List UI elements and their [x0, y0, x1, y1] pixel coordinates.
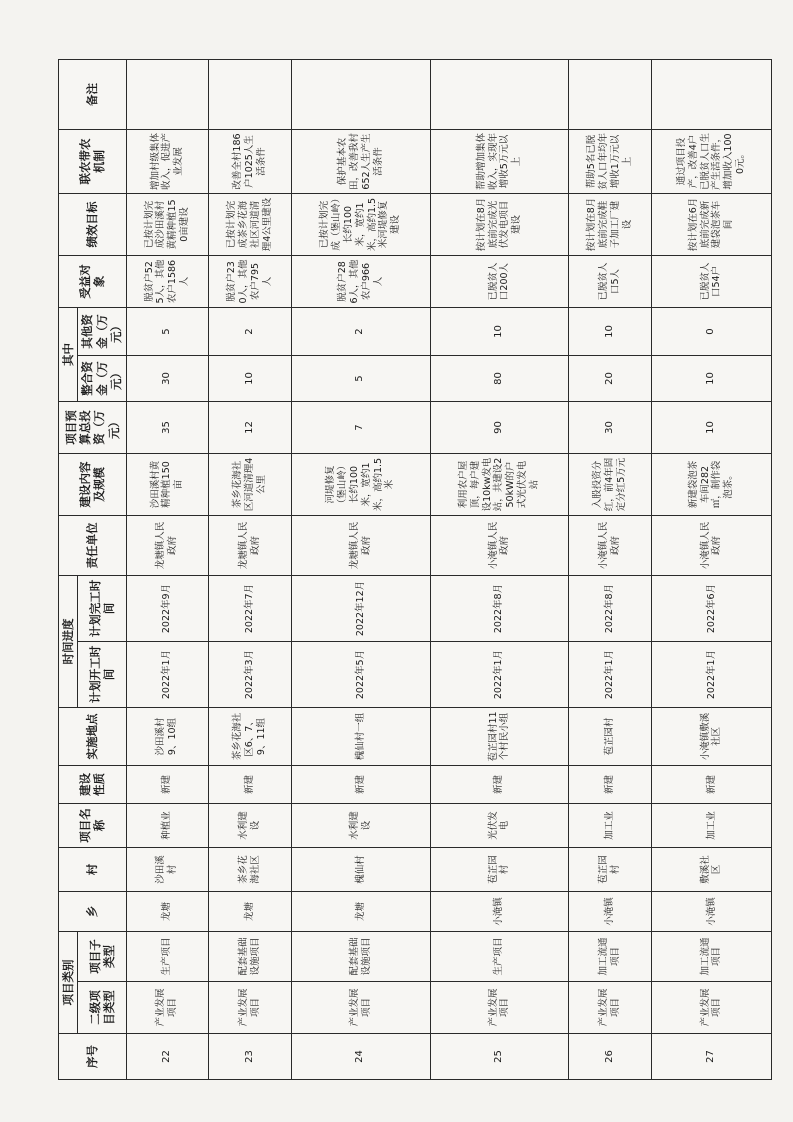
content-cell: 入股投资分红，前4年固定分红5万元	[569, 454, 652, 516]
nature-cell: 新建	[651, 766, 771, 804]
project-name-cell: 种植业	[126, 804, 209, 848]
sub-type-a-cell: 生产项目	[126, 932, 209, 982]
finish-cell: 2022年6月	[651, 576, 771, 642]
target-cell: 已按计划完成茶乡花海社区河道清理4公里建设	[209, 194, 292, 256]
sub-type-a-cell: 配套基础设施项目	[291, 932, 430, 982]
unit-cell: 小淹镇人民政府	[430, 516, 569, 576]
sub-type-a-cell: 加工流通项目	[651, 932, 771, 982]
rotated-table-container	[58, 60, 772, 1080]
header-category: 项目类别	[59, 932, 78, 1034]
sub-type-a-cell: 配套基础设施项目	[209, 932, 292, 982]
table-row	[430, 60, 569, 1080]
header-content: 建设内容及规模	[59, 454, 127, 516]
remark-cell	[651, 60, 771, 130]
budget-cell: 7	[291, 402, 430, 454]
finish-cell: 2022年8月	[569, 576, 652, 642]
seq-cell: 25	[430, 1034, 569, 1080]
location-cell: 茶乡花海社区6、7、9、11组	[209, 708, 292, 766]
header-township: 乡	[59, 892, 127, 932]
project-name-cell: 水利建设	[209, 804, 292, 848]
header-seq: 序号	[59, 1034, 127, 1080]
header-remark: 备注	[59, 60, 127, 130]
location-cell: 沙田溪村9、10组	[126, 708, 209, 766]
content-cell: 利用农户屋顶，每户建设10kw发电站，共建设250kW的户式光伏发电站	[430, 454, 569, 516]
target-cell: 按计划在8月底前完成鞋子加工厂建设	[569, 194, 652, 256]
township-cell: 小淹镇	[569, 892, 652, 932]
integrated-cell: 10	[209, 356, 292, 402]
seq-cell: 22	[126, 1034, 209, 1080]
other-cell: 2	[291, 308, 430, 356]
content-cell: 新建袋泡茶车间282㎡，制作袋泡茶。	[651, 454, 771, 516]
budget-cell: 30	[569, 402, 652, 454]
target-cell: 已按计划完成沙田溪村黄精种植150亩建设	[126, 194, 209, 256]
other-cell: 2	[209, 308, 292, 356]
header-other: 其他资金（万元）	[78, 308, 126, 356]
header-project-name: 项目名称	[59, 804, 127, 848]
location-cell: 槐仙村一组	[291, 708, 430, 766]
remark-cell	[209, 60, 292, 130]
header-unit: 责任单位	[59, 516, 127, 576]
mechanism-cell: 帮助增加集体收入，实现年增收5万元以上	[430, 130, 569, 194]
level2-type-cell: 产业发展项目	[430, 982, 569, 1034]
header-nature: 建设性质	[59, 766, 127, 804]
content-cell: 河堤修复（堡山岭）长约100米，宽约1米，高约1.5米	[291, 454, 430, 516]
remark-cell	[569, 60, 652, 130]
budget-cell: 12	[209, 402, 292, 454]
beneficiary-cell: 已脱贫人口5人	[569, 256, 652, 308]
integrated-cell: 80	[430, 356, 569, 402]
nature-cell: 新建	[209, 766, 292, 804]
finish-cell: 2022年9月	[126, 576, 209, 642]
sub-type-a-cell: 生产项目	[430, 932, 569, 982]
other-cell: 0	[651, 308, 771, 356]
township-cell: 小淹镇	[430, 892, 569, 932]
header-village: 村	[59, 848, 127, 892]
village-cell: 茶乡花海社区	[209, 848, 292, 892]
seq-cell: 23	[209, 1034, 292, 1080]
project-name-cell: 光伏发电	[430, 804, 569, 848]
header-budget: 项目预算总投资（万元）	[59, 402, 127, 454]
table-body	[126, 60, 772, 1080]
integrated-cell: 5	[291, 356, 430, 402]
nature-cell: 新建	[126, 766, 209, 804]
remark-cell	[291, 60, 430, 130]
header-location: 实施地点	[59, 708, 127, 766]
mechanism-cell: 改善全村186户1025人生活条件	[209, 130, 292, 194]
budget-cell: 35	[126, 402, 209, 454]
location-cell: 苞芷园村11个村民小组	[430, 708, 569, 766]
rotated-table-area	[58, 60, 772, 1080]
nature-cell: 新建	[569, 766, 652, 804]
header-beneficiary: 受益对象	[59, 256, 127, 308]
beneficiary-cell: 脱贫户286人，其他农户966人	[291, 256, 430, 308]
start-cell: 2022年3月	[209, 642, 292, 708]
header-integrated: 整合资金（万元）	[78, 356, 126, 402]
header-row-1	[59, 60, 78, 1080]
other-cell: 10	[569, 308, 652, 356]
level2-type-cell: 产业发展项目	[651, 982, 771, 1034]
target-cell: 已按计划完成（堡山岭）长约100米，宽约1米，高约1.5米河堤修复建设	[291, 194, 430, 256]
header-finish: 计划完工时间	[78, 576, 126, 642]
unit-cell: 龙塘镇人民政府	[291, 516, 430, 576]
start-cell: 2022年1月	[651, 642, 771, 708]
table-row	[569, 60, 652, 1080]
integrated-cell: 10	[651, 356, 771, 402]
nature-cell: 新建	[430, 766, 569, 804]
table-row	[651, 60, 771, 1080]
unit-cell: 小淹镇人民政府	[651, 516, 771, 576]
target-cell: 按计划在6月底前完成新建袋泡茶车间	[651, 194, 771, 256]
start-cell: 2022年1月	[569, 642, 652, 708]
mechanism-cell: 帮助5名已脱贫人口年均年增收1万元以上	[569, 130, 652, 194]
budget-cell: 10	[651, 402, 771, 454]
project-name-cell: 加工业	[651, 804, 771, 848]
table-row	[291, 60, 430, 1080]
township-cell: 龙塘	[291, 892, 430, 932]
village-cell: 沙田溪村	[126, 848, 209, 892]
table-row	[209, 60, 292, 1080]
start-cell: 2022年1月	[126, 642, 209, 708]
unit-cell: 龙塘镇人民政府	[126, 516, 209, 576]
beneficiary-cell: 脱贫户525人，其他农户1586人	[126, 256, 209, 308]
mechanism-cell: 保护基本农田，改善我村652人生产生活条件	[291, 130, 430, 194]
sub-type-a-cell: 加工流通项目	[569, 932, 652, 982]
seq-cell: 27	[651, 1034, 771, 1080]
content-cell: 茶乡花海社区河道清理4公里	[209, 454, 292, 516]
finish-cell: 2022年7月	[209, 576, 292, 642]
level2-type-cell: 产业发展项目	[209, 982, 292, 1034]
township-cell: 龙塘	[209, 892, 292, 932]
level2-type-cell: 产业发展项目	[569, 982, 652, 1034]
remark-cell	[126, 60, 209, 130]
remark-cell	[430, 60, 569, 130]
village-cell: 槐仙村	[291, 848, 430, 892]
header-cat-level2: 二级项目类型	[78, 982, 126, 1034]
budget-cell: 90	[430, 402, 569, 454]
seq-cell: 24	[291, 1034, 430, 1080]
unit-cell: 小淹镇人民政府	[569, 516, 652, 576]
mechanism-cell: 增加村级集体收入，促进产业发展	[126, 130, 209, 194]
level2-type-cell: 产业发展项目	[291, 982, 430, 1034]
village-cell: 苞芷园村	[430, 848, 569, 892]
level2-type-cell: 产业发展项目	[126, 982, 209, 1034]
table-row	[126, 60, 209, 1080]
other-cell: 5	[126, 308, 209, 356]
village-cell: 苞芷园村	[569, 848, 652, 892]
other-cell: 10	[430, 308, 569, 356]
seq-cell: 26	[569, 1034, 652, 1080]
integrated-cell: 30	[126, 356, 209, 402]
start-cell: 2022年1月	[430, 642, 569, 708]
header-target: 绩效目标	[59, 194, 127, 256]
header-of-which: 其中	[59, 308, 78, 402]
beneficiary-cell: 已脱贫人口54户	[651, 256, 771, 308]
start-cell: 2022年5月	[291, 642, 430, 708]
nature-cell: 新建	[291, 766, 430, 804]
unit-cell: 龙塘镇人民政府	[209, 516, 292, 576]
target-cell: 按计划在8月底前完成光伏发电项目建设	[430, 194, 569, 256]
location-cell: 苞芷园村	[569, 708, 652, 766]
content-cell: 沙田溪村黄精种植150亩	[126, 454, 209, 516]
header-start: 计划开工时间	[78, 642, 126, 708]
beneficiary-cell: 脱贫户230人，其他农户795人	[209, 256, 292, 308]
header-cat-sub: 项目子类型	[78, 932, 126, 982]
finish-cell: 2022年8月	[430, 576, 569, 642]
project-table	[58, 59, 772, 1080]
integrated-cell: 20	[569, 356, 652, 402]
village-cell: 敷溪社区	[651, 848, 771, 892]
header-mechanism: 联农带农机制	[59, 130, 127, 194]
project-name-cell: 水利建设	[291, 804, 430, 848]
project-name-cell: 加工业	[569, 804, 652, 848]
beneficiary-cell: 已脱贫人口200人	[430, 256, 569, 308]
township-cell: 小淹镇	[651, 892, 771, 932]
header-schedule: 时间进度	[59, 576, 78, 708]
township-cell: 龙塘	[126, 892, 209, 932]
finish-cell: 2022年12月	[291, 576, 430, 642]
mechanism-cell: 通过项目投产，改善4户已脱贫人口生产生活条件，增加收入1000元。	[651, 130, 771, 194]
location-cell: 小淹镇敷溪社区	[651, 708, 771, 766]
